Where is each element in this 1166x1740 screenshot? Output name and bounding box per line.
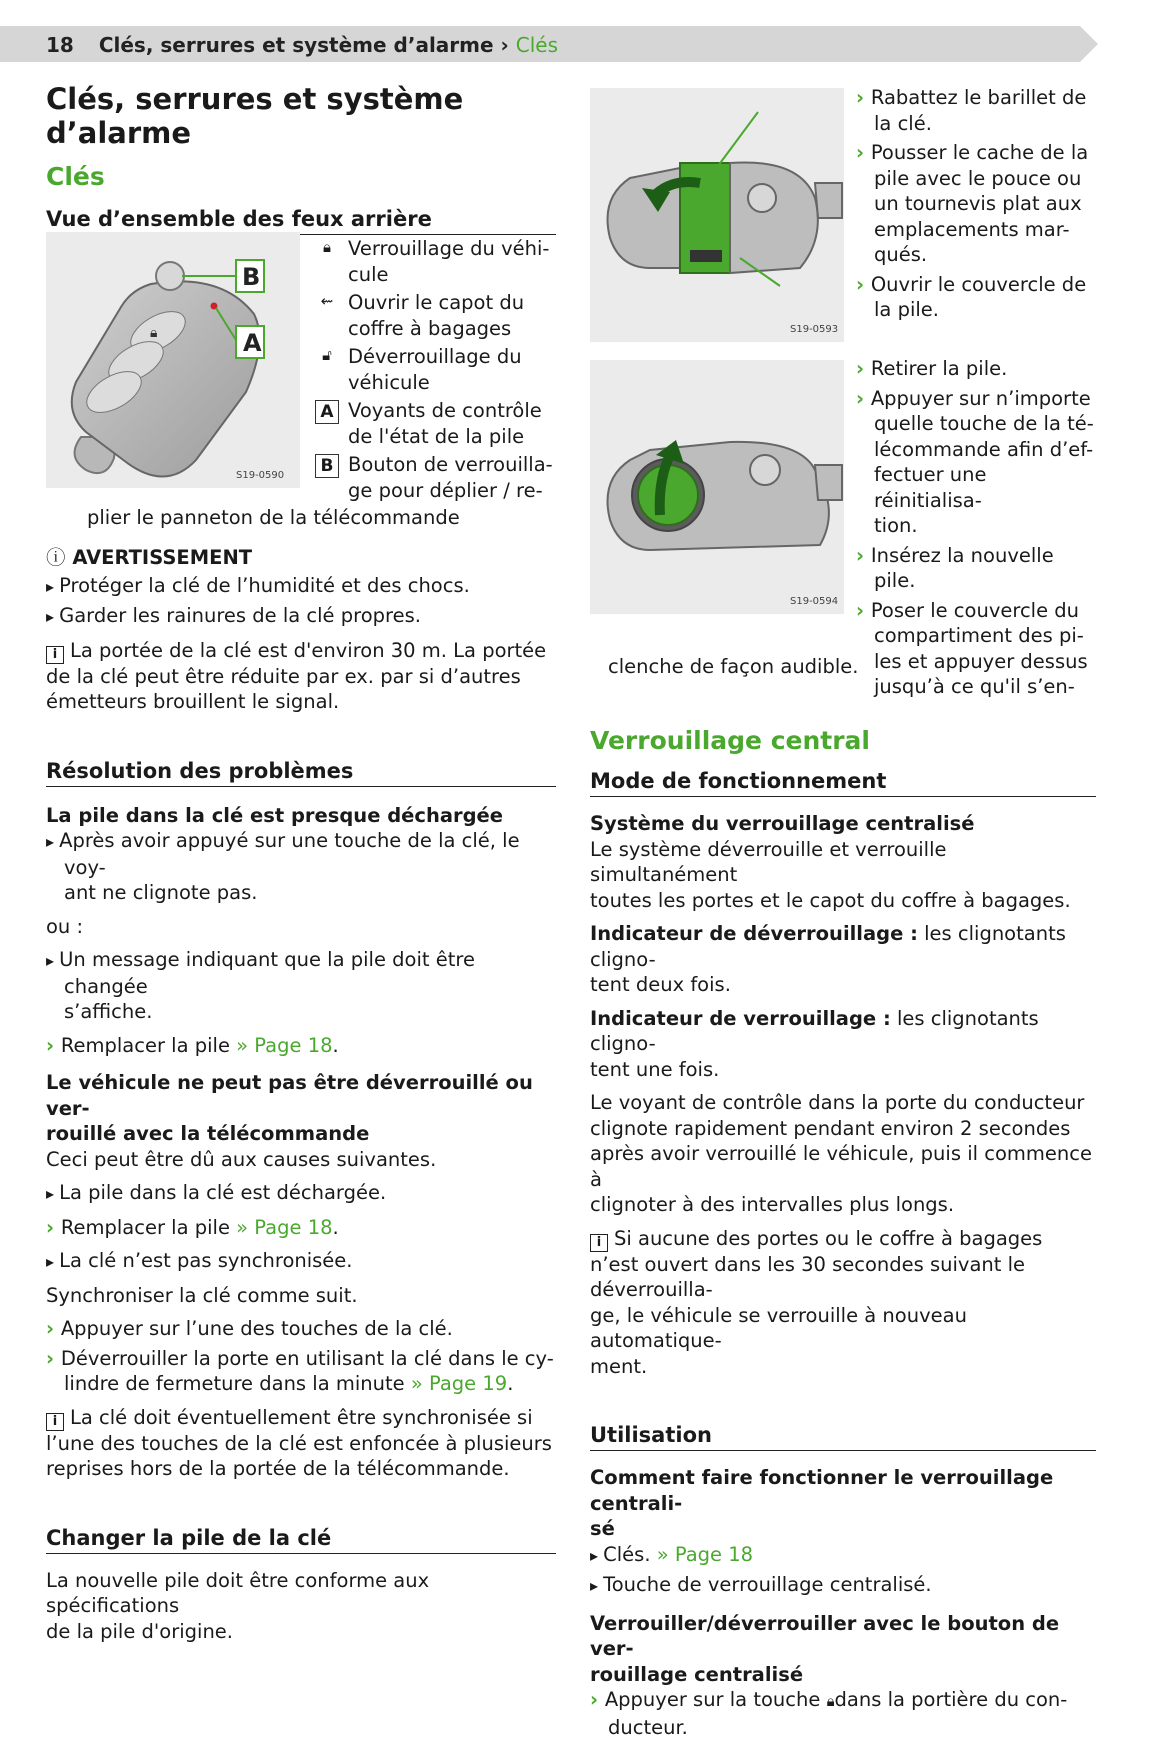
issue2-item: ▸ La clé n’est pas synchronisée. bbox=[46, 1248, 556, 1275]
sync-step: › Appuyer sur l’une des touches de la clé. bbox=[46, 1316, 556, 1342]
key-battery-illustration bbox=[590, 360, 844, 614]
replace-text: Remplacer la pile bbox=[60, 1215, 230, 1239]
lock-icon: 🔒︎ bbox=[826, 1692, 835, 1710]
battery-step: › Insérez la nouvelle pile. bbox=[856, 543, 1096, 594]
battery-insert-figure bbox=[590, 360, 844, 614]
legend-item bbox=[314, 290, 560, 341]
warning-item: ▸ Protéger la clé de l’humidité et des chocs. bbox=[46, 573, 556, 600]
how-item-text: Clés. bbox=[603, 1542, 651, 1566]
page-link[interactable]: » Page 18 bbox=[656, 1542, 754, 1566]
page-header bbox=[46, 33, 558, 57]
info-note-text: La clé doit éventuellement être synchronisée si l’une des touches de la clé est enfoncée à plusieurs reprises hors de la portée de la télécommande. bbox=[46, 1405, 552, 1480]
figure-code: S19-0593 bbox=[790, 324, 839, 335]
mode-heading: Mode de fonctionnement bbox=[590, 769, 1096, 797]
system-title: Système du verrouillage centralisé bbox=[590, 812, 975, 835]
key-overview-figure bbox=[46, 232, 300, 488]
battery-heading: Changer la pile de la clé bbox=[46, 1526, 556, 1554]
battery-step: › Poser le couvercle du compartiment des pi- les et appuyer dessus jusqu’à ce qu'il s’en- bbox=[856, 598, 1096, 700]
battery-cover-figure bbox=[590, 88, 844, 342]
unlock-icon: 🔓︎ bbox=[322, 346, 332, 364]
how-item bbox=[590, 1542, 1096, 1569]
warning-icon: ⓘ bbox=[46, 546, 66, 569]
page-link[interactable]: » Page 18 bbox=[236, 1033, 333, 1057]
issue2-item: ▸ La pile dans la clé est déchargée. bbox=[46, 1180, 556, 1207]
info-note bbox=[46, 638, 556, 715]
info-icon: i bbox=[46, 1413, 64, 1431]
figure-legend bbox=[314, 236, 560, 503]
legend-text: Ouvrir le capot du coffre à bagages bbox=[348, 291, 525, 340]
section-title-keys: Clés bbox=[46, 162, 105, 191]
key-fob-illustration bbox=[46, 232, 300, 488]
replace-step: › Remplacer la pile » Page 18. bbox=[46, 1215, 556, 1241]
lock-indicator-text: les clignotants cligno- tent une fois. bbox=[590, 1006, 1039, 1081]
legend-text: Déverrouillage du véhicule bbox=[348, 345, 522, 394]
system-text: Le système déverrouille et verrouille simultanément toutes les portes et le capot du coffre à bagages. bbox=[590, 837, 1071, 912]
warning-item: ▸ Garder les rainures de la clé propres. bbox=[46, 603, 556, 630]
sync-text: Synchroniser la clé comme suit. bbox=[46, 1283, 358, 1307]
battery-step: › Appuyer sur n’importe quelle touche de la té- lécommande afin d’ef- fectuer une réinitialisa- tion. bbox=[856, 386, 1096, 539]
legend-letter-a: A bbox=[315, 400, 339, 424]
page-link[interactable]: » Page 19 bbox=[410, 1372, 508, 1395]
issue2-title: Le véhicule ne peut pas être déverrouillé ou ver- rouillé avec la télécommande bbox=[46, 1071, 533, 1145]
trunk-icon: ⇜ bbox=[320, 292, 334, 310]
overview-heading: Vue d’ensemble des feux arrière bbox=[46, 207, 556, 235]
info-note-text: Si aucune des portes ou le coffre à bagages n’est ouvert dans les 30 secondes suivant le déverrouilla- ge, le véhicule se verrouille à nouveau automatique- ment. bbox=[590, 1226, 1043, 1378]
issue2-text: Ceci peut être dû aux causes suivantes. bbox=[46, 1147, 437, 1171]
info-note bbox=[46, 1405, 556, 1482]
central-locking-title: Verrouillage central bbox=[590, 726, 870, 755]
legend-item bbox=[314, 236, 560, 287]
info-icon: i bbox=[590, 1234, 608, 1252]
breadcrumb-current[interactable]: Clés bbox=[515, 33, 558, 57]
lockbtn-step bbox=[590, 1687, 1096, 1740]
lock-indicator bbox=[590, 1006, 1096, 1083]
warning-title bbox=[46, 545, 556, 571]
sync-step-text: Déverrouiller la porte en utilisant la clé dans le cy- lindre de fermeture dans la minute bbox=[60, 1346, 554, 1395]
battery-step: › Ouvrir le couvercle de la pile. bbox=[856, 272, 1096, 323]
issue1-item: ▸ Après avoir appuyé sur une touche de la clé, le voy- ant ne clignote pas. bbox=[46, 828, 556, 906]
legend-text: Bouton de verrouilla- ge pour déplier / re- bbox=[348, 453, 553, 502]
battery-step: › Rabattez le barillet de la clé. bbox=[856, 85, 1096, 136]
legend-item bbox=[314, 452, 560, 503]
lock-indicator-label: Indicateur de verrouillage : bbox=[590, 1006, 891, 1030]
how-title: Comment faire fonctionner le verrouillage centrali- sé bbox=[590, 1466, 1054, 1540]
legend-text: Verrouillage du véhi- cule bbox=[348, 237, 550, 286]
battery-step-tail: clenche de façon audible. bbox=[608, 655, 859, 678]
figure-code: S19-0590 bbox=[236, 470, 285, 481]
sync-step: › Déverrouiller la porte en utilisant la clé dans le cy- lindre de fermeture dans la minute » Page 19. bbox=[46, 1346, 556, 1397]
legend-item bbox=[314, 344, 560, 395]
battery-step: › Pousser le cache de la pile avec le pouce ou un tournevis plat aux emplacements mar- qués. bbox=[856, 140, 1096, 268]
lock-icon: 🔒︎ bbox=[323, 238, 331, 256]
legend-text: Voyants de contrôle de l'état de la pile bbox=[348, 399, 542, 448]
troubleshoot-heading: Résolution des problèmes bbox=[46, 759, 556, 787]
legend-letter-b: B bbox=[315, 454, 339, 478]
lockbtn-step-text-2: dans la portière du con- ducteur. bbox=[608, 1688, 1068, 1739]
usage-heading: Utilisation bbox=[590, 1423, 1096, 1451]
figure-code: S19-0594 bbox=[790, 596, 839, 607]
svg-text:🔒︎: 🔒︎ bbox=[150, 325, 158, 341]
breadcrumb-section: Clés, serrures et système d’alarme bbox=[98, 33, 494, 57]
page-link[interactable]: » Page 18 bbox=[236, 1215, 333, 1239]
figure-label-b: B bbox=[242, 263, 261, 291]
info-icon: i bbox=[46, 646, 64, 664]
issue1-item: ▸ Un message indiquant que la pile doit être changée s’affiche. bbox=[46, 947, 556, 1025]
unlock-indicator-text: les clignotants cligno- tent deux fois. bbox=[590, 922, 1066, 996]
page-title: Clés, serrures et système d’alarme bbox=[46, 82, 464, 150]
led-text: Le voyant de contrôle dans la porte du conducteur clignote rapidement pendant environ 2 secondes après avoir verrouillé le véhicule, puis il commence à clignoter à des intervalles plus longs. bbox=[590, 1091, 1092, 1216]
battery-step: › Retirer la pile. bbox=[856, 356, 1096, 382]
page-number: 18 bbox=[46, 33, 74, 57]
key-open-illustration bbox=[590, 88, 844, 342]
or-text: ou : bbox=[46, 914, 84, 938]
replace-text: Remplacer la pile bbox=[60, 1033, 230, 1057]
breadcrumb-separator: › bbox=[500, 33, 509, 57]
battery-text: La nouvelle pile doit être conforme aux spécifications de la pile d'origine. bbox=[46, 1568, 430, 1643]
lockbtn-title: Verrouiller/déverrouiller avec le bouton de ver- rouillage centralisé bbox=[590, 1611, 1060, 1686]
info-note bbox=[590, 1226, 1096, 1380]
how-item: ▸ Touche de verrouillage centralisé. bbox=[590, 1572, 1096, 1599]
legend-tail: plier le panneton de la télécommande bbox=[87, 506, 460, 529]
legend-item bbox=[314, 398, 560, 449]
unlock-indicator-label: Indicateur de déverrouillage : bbox=[590, 922, 918, 945]
figure-label-a: A bbox=[243, 329, 262, 357]
info-note-text: La portée de la clé est d'environ 30 m. La portée de la clé peut être réduite par ex. par si d’autres émetteurs brouillent le signal. bbox=[46, 638, 547, 713]
issue1-title: La pile dans la clé est presque déchargée bbox=[46, 803, 504, 827]
lockbtn-step-text: Appuyer sur la touche bbox=[604, 1688, 821, 1711]
warning-title-text: AVERTISSEMENT bbox=[72, 546, 253, 569]
replace-step: › Remplacer la pile » Page 18. bbox=[46, 1033, 556, 1059]
unlock-indicator bbox=[590, 921, 1096, 998]
